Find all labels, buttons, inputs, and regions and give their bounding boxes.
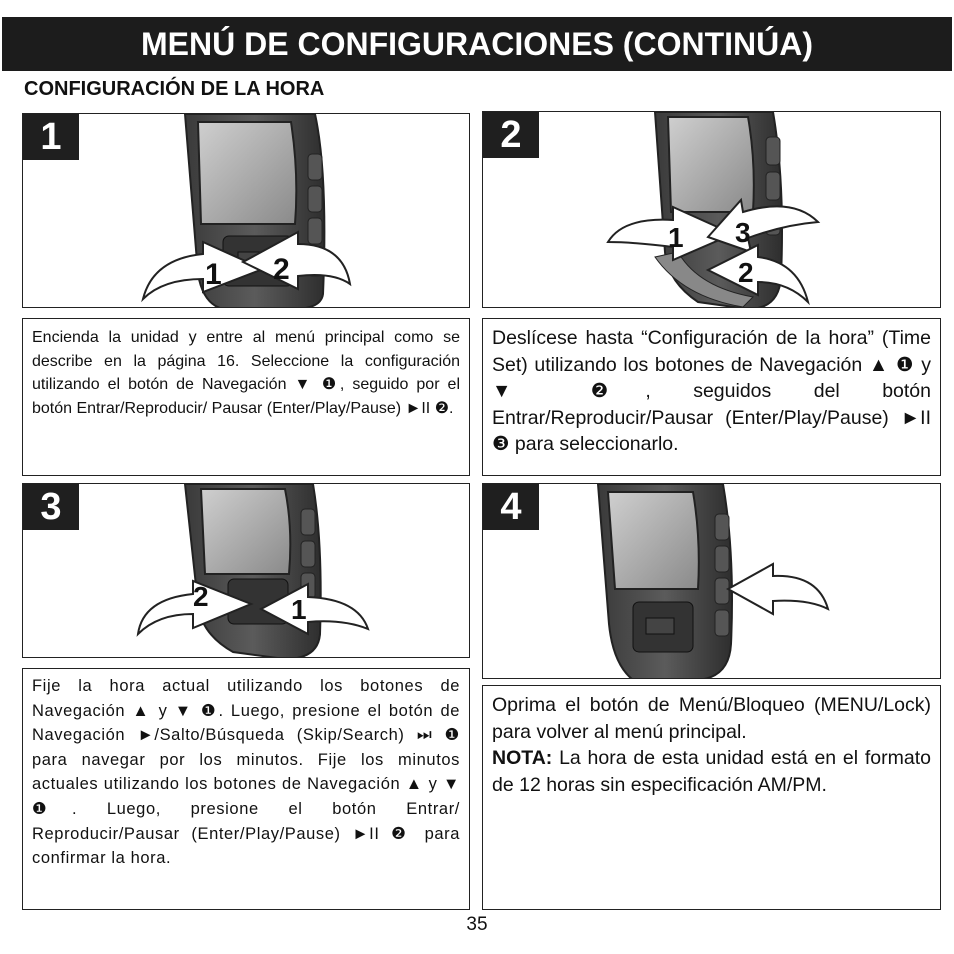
callout-2: 2 <box>193 581 209 612</box>
callout-2: 2 <box>273 253 290 286</box>
step-1-instructions: Encienda la unidad y entre al menú principal como se describe en la página 16. Seleccione la configuración utilizando el botón de Navegación ▼ ❶, seguido por el botón Entrar/Reproducir/ Pausar (Enter/Play/Pause) ►II ❷. <box>32 329 460 417</box>
step-4-text: Oprima el botón de Menú/Bloqueo (MENU/Lock) para volver al menú principal. <box>492 694 931 743</box>
mp3-player-illustration <box>23 114 470 308</box>
step-4-instructions <box>483 686 940 798</box>
callout-1: 1 <box>291 594 307 625</box>
step-3-text-box <box>22 668 470 910</box>
section-title: CONFIGURACIÓN DE LA HORA <box>24 78 325 100</box>
step-1-illustration <box>22 113 470 308</box>
mp3-player-illustration <box>483 112 941 308</box>
mp3-player-illustration <box>23 484 470 658</box>
step-1-text-box <box>22 318 470 476</box>
page-number: 35 <box>466 914 488 935</box>
callout-1: 1 <box>205 258 222 291</box>
step-4-number: 4 <box>483 484 539 530</box>
step-3-illustration <box>22 483 470 658</box>
step-1-number: 1 <box>23 114 79 160</box>
step-3-instructions: Fije la hora actual utilizando los botones de Navegación ▲ y ▼ ❶. Luego, presione el botón de Navegación ►/Salto/Búsqueda (Skip/Search) ⏭ ❶ para navegar por los minutos. Fije los minutos actuales utilizando los botones de Navegación ▲ y ▼ ❶. Luego, presione el botón Entrar/ Reproducir/Pausar (Enter/Play/Pause) ►II ❷ para confirmar la hora. <box>32 677 460 868</box>
step-3-number: 3 <box>23 484 79 530</box>
step-2-number: 2 <box>483 112 539 158</box>
note-label: NOTA: <box>492 747 553 769</box>
callout-3: 3 <box>735 217 751 248</box>
callout-2: 2 <box>738 257 754 288</box>
step-2-instructions: Deslícese hasta “Configuración de la hora” (Time Set) utilizando los botones de Navegación ▲ ❶ y ▼ ❷, seguidos del botón Entrar/Reproducir/Pausar (Enter/Play/Pause) ►II ❸ para seleccionarlo. <box>492 327 931 455</box>
step-4-illustration <box>482 483 941 679</box>
note-text: La hora de esta unidad está en el formato de 12 horas sin especificación AM/PM. <box>492 747 931 796</box>
page-header: MENÚ DE CONFIGURACIONES (CONTINÚA) <box>2 17 952 71</box>
step-4-text-box <box>482 685 941 910</box>
step-2-illustration <box>482 111 941 308</box>
step-2-text-box <box>482 318 941 476</box>
mp3-player-illustration <box>483 484 941 679</box>
callout-1: 1 <box>668 222 684 253</box>
